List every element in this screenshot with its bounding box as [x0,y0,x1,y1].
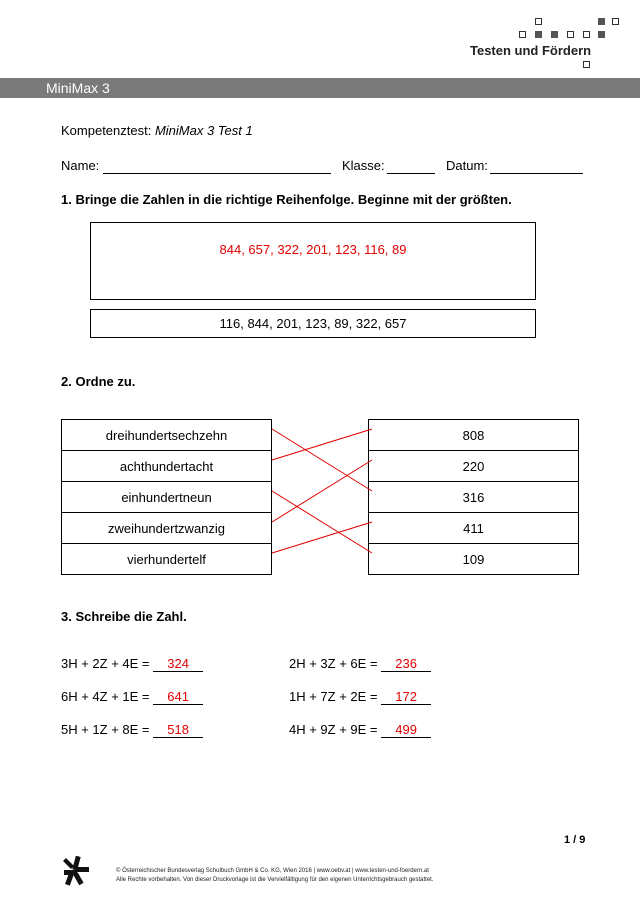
klasse-label: Klasse: [342,158,385,173]
test-label: Kompetenztest: [61,123,152,138]
task3-heading: 3. Schreibe die Zahl. [61,609,187,624]
number-label: 808 [462,427,485,443]
task-answer[interactable]: 172 [381,689,431,705]
match-line [272,522,372,553]
number-label: 316 [462,489,485,505]
match-line [272,491,372,553]
match-line [272,429,372,491]
test-name: MiniMax 3 Test 1 [154,123,253,138]
task-answer[interactable]: 324 [153,656,203,672]
datum-label: Datum: [446,158,488,173]
task1-given: 116, 844, 201, 123, 89, 322, 657 [219,316,407,331]
number-task [289,722,431,738]
number-label: 109 [462,551,485,567]
word-label: einhundertneun [121,489,212,505]
number-task [61,656,203,672]
number-label: 220 [462,458,485,474]
word-label: achthundertacht [119,458,214,474]
task-expression: 5H + 1Z + 8E = [61,722,154,737]
number-label: 411 [463,520,484,536]
footer-rights: Alle Rechte vorbehalten. Von dieser Druckvorlage ist die Vervielfältigung für den eigenen Unterrichtsgebrauch gestattet. [116,877,434,883]
brand-name: Testen und Fördern [470,43,592,58]
task1-heading: 1. Bringe die Zahlen in die richtige Reihenfolge. Beginne mit der größten. [61,192,512,207]
match-line [272,429,372,460]
word-label: zweihundertzwanzig [107,520,226,536]
task-expression: 3H + 2Z + 4E = [61,656,154,671]
task-answer[interactable]: 499 [381,722,431,738]
word-label: vierhundertelf [127,551,206,567]
task-expression: 6H + 4Z + 1E = [61,689,154,704]
task1-answer: 844, 657, 322, 201, 123, 116, 89 [219,242,407,257]
number-task [289,656,431,672]
footer-copyright: © Österreichischer Bundesverlag Schulbuch GmbH & Co. KG, Wien 2016 | www.oebv.at | www.testen-und-foerdern.at [116,868,429,874]
page-number: 1 / 9 [564,834,586,846]
task-expression: 4H + 9Z + 9E = [289,722,382,737]
task-answer[interactable]: 518 [153,722,203,738]
task-expression: 1H + 7Z + 2E = [289,689,382,704]
number-task [61,722,203,738]
task2-heading: 2. Ordne zu. [61,374,136,389]
number-task [289,689,431,705]
match-line [272,460,372,522]
task-answer[interactable]: 641 [153,689,203,705]
name-label: Name: [61,158,100,173]
task-expression: 2H + 3Z + 6E = [289,656,382,671]
publisher-logo-icon [62,856,90,886]
word-label: dreihundertsechzehn [105,427,228,443]
number-task [61,689,203,705]
task-answer[interactable]: 236 [381,656,431,672]
header-title: MiniMax 3 [46,80,110,96]
